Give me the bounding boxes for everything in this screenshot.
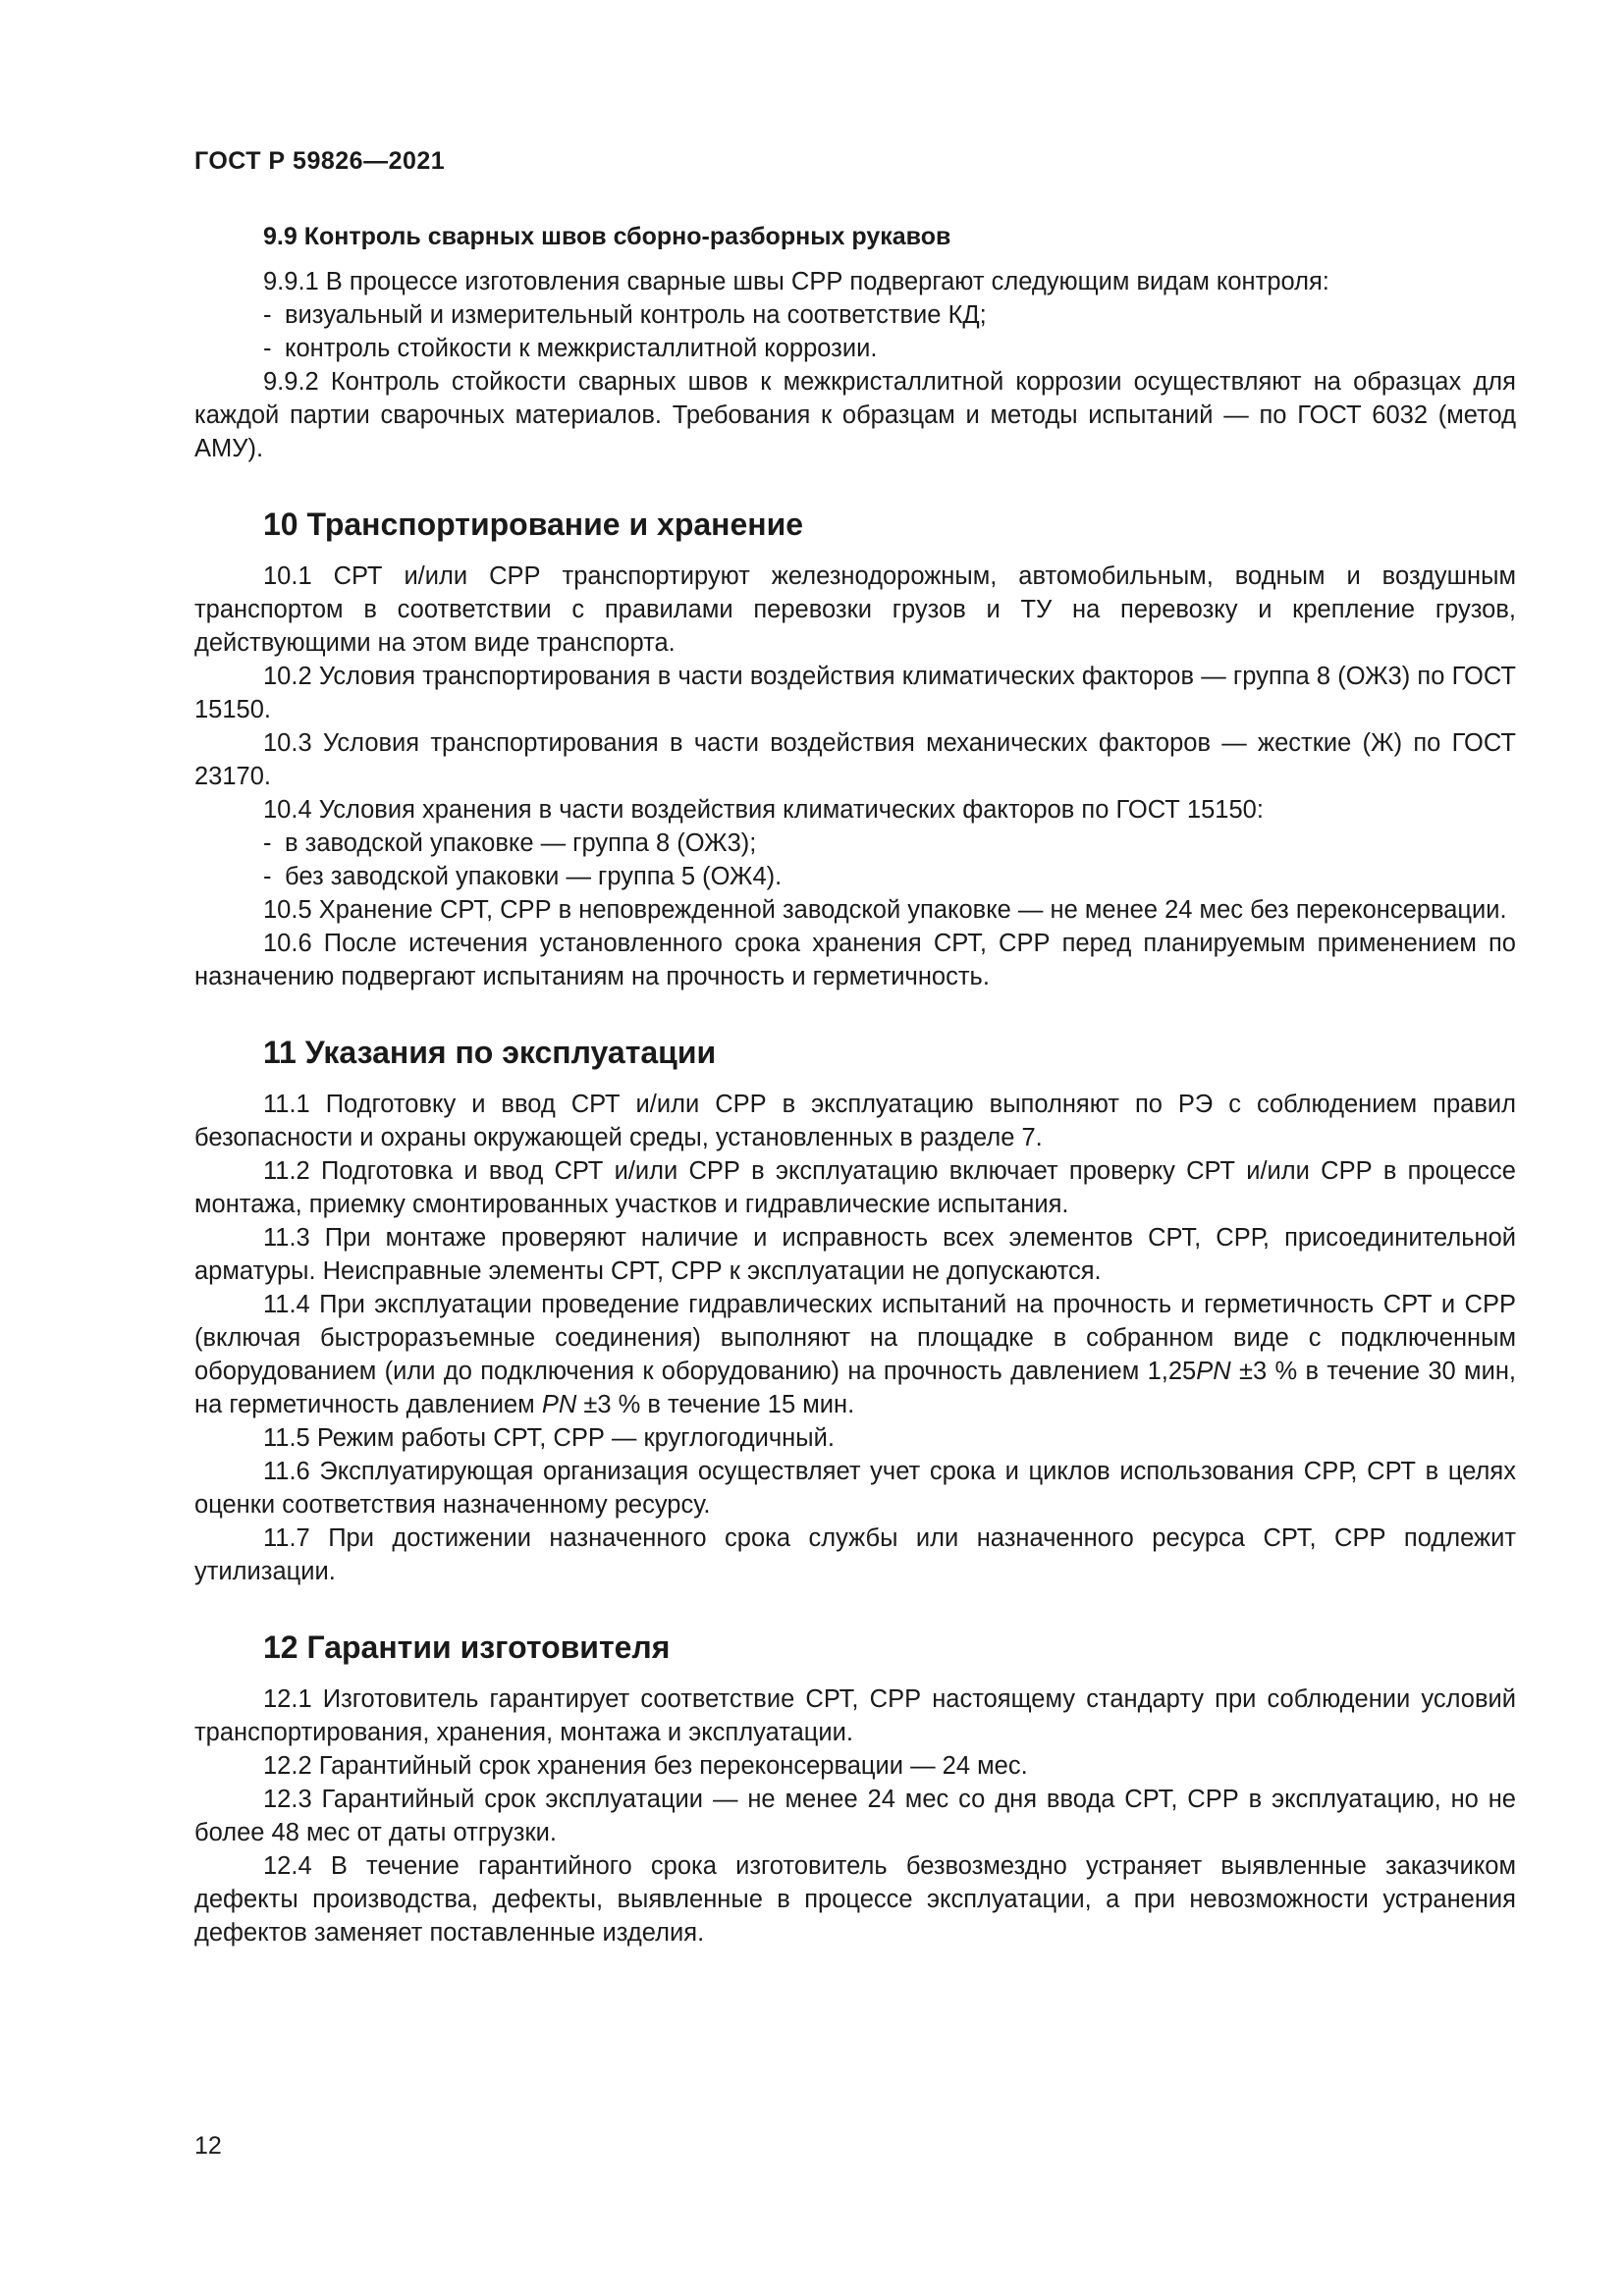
paragraph-11-5: 11.5 Режим работы СРТ, СРР — круглогодичный. xyxy=(263,1424,835,1452)
list-dash: - xyxy=(263,335,272,362)
pn-symbol: PN xyxy=(541,1391,577,1418)
list-item-text: визуальный и измерительный контроль на соответствие КД; xyxy=(285,301,987,329)
paragraph-11-3: 11.3 При монтаже проверяют наличие и исправность всех элементов СРТ, СРР, присоединительной арматуры. Неисправные элементы СРТ, СРР к эксплуатации не допускаются. xyxy=(194,1224,1516,1285)
section-title-12: 12 Гарантии изготовителя xyxy=(263,1629,671,1665)
paragraph-11-4-part-b: ±3 % в течение 30 мин, на герметичность давлением xyxy=(194,1358,1516,1418)
list-item xyxy=(194,827,1516,860)
paragraph-12-2: 12.2 Гарантийный срок хранения без переконсервации — 24 мес. xyxy=(263,1752,1028,1780)
list-item xyxy=(194,332,1516,365)
paragraph-11-4-part-a: 11.4 При эксплуатации проведение гидравлических испытаний на прочность и герметичность СРТ и СРР (включая быстроразъемные соединения) выполняют на площадке в собранном виде с подключенным оборудованием (или до подключения к оборудованию) на прочность давлением 1,25 xyxy=(194,1291,1516,1385)
list-item xyxy=(194,298,1516,332)
section-title-11: 11 Указания по эксплуатации xyxy=(263,1035,717,1070)
paragraph-12-4: 12.4 В течение гарантийного срока изготовитель безвозмездно устраняет выявленные заказчиком дефекты производства, дефекты, выявленные в процессе эксплуатации, а при невозможности устранения дефектов заменяет поставленные изделия. xyxy=(194,1852,1516,1947)
list-item-text: контроль стойкости к межкристаллитной коррозии. xyxy=(285,335,878,362)
list-item xyxy=(194,860,1516,893)
list-item-text: без заводской упаковки — группа 5 (ОЖ4). xyxy=(285,863,783,890)
pn-symbol: PN xyxy=(1196,1358,1231,1385)
paragraph-10-4: 10.4 Условия хранения в части воздействия климатических факторов по ГОСТ 15150: xyxy=(263,796,1264,824)
paragraph-11-4 xyxy=(194,1288,1516,1421)
paragraph-12-3: 12.3 Гарантийный срок эксплуатации — не менее 24 мес со дня ввода СРТ, СРР в эксплуатацию, но не более 48 мес от даты отгрузки. xyxy=(194,1786,1516,1846)
paragraph-9-9-1: 9.9.1 В процессе изготовления сварные швы СРР подвергают следующим видам контроля: xyxy=(263,268,1329,295)
paragraph-10-3: 10.3 Условия транспортирования в части воздействия механических факторов — жесткие (Ж) по ГОСТ 23170. xyxy=(194,729,1516,790)
document-header: ГОСТ Р 59826—2021 xyxy=(194,147,446,175)
paragraph-11-6: 11.6 Эксплуатирующая организация осуществляет учет срока и циклов использования СРР, СРТ в целях оценки соответствия назначенному ресурсу. xyxy=(194,1458,1516,1519)
paragraph-9-9-2: 9.9.2 Контроль стойкости сварных швов к межкристаллитной коррозии осуществляют на образцах для каждой партии сварочных материалов. Требования к образцам и методы испытаний — по ГОСТ 6032 (метод АМУ). xyxy=(194,368,1516,462)
list-dash: - xyxy=(263,301,272,329)
paragraph-11-4-part-c: ±3 % в течение 15 мин. xyxy=(576,1391,855,1418)
list-item-text: в заводской упаковке — группа 8 (ОЖ3); xyxy=(285,829,757,857)
paragraph-10-1: 10.1 СРТ и/или СРР транспортируют железнодорожным, автомобильным, водным и воздушным транспортом в соответствии с правилами перевозки грузов и ТУ на перевозку и крепление грузов, действующими на этом виде транспорта. xyxy=(194,562,1516,657)
paragraph-10-6: 10.6 После истечения установленного срока хранения СРТ, СРР перед планируемым применением по назначению подвергают испытаниям на прочность и герметичность. xyxy=(194,930,1516,990)
paragraph-11-7: 11.7 При достижении назначенного срока службы или назначенного ресурса СРТ, СРР подлежит утилизации. xyxy=(194,1524,1516,1585)
subsection-title-9-9: 9.9 Контроль сварных швов сборно-разборных рукавов xyxy=(263,223,951,250)
paragraph-11-2: 11.2 Подготовка и ввод СРТ и/или СРР в эксплуатацию включает проверку СРТ и/или СРР в процессе монтажа, приемку смонтированных участков и гидравлические испытания. xyxy=(194,1157,1516,1218)
list-dash: - xyxy=(263,829,272,857)
document-body xyxy=(194,220,1516,1949)
paragraph-10-5: 10.5 Хранение СРТ, СРР в неповрежденной заводской упаковке — не менее 24 мес без переконсервации. xyxy=(263,896,1507,924)
paragraph-10-2: 10.2 Условия транспортирования в части воздействия климатических факторов — группа 8 (ОЖ3) по ГОСТ 15150. xyxy=(194,663,1516,723)
paragraph-11-1: 11.1 Подготовку и ввод СРТ и/или СРР в эксплуатацию выполняют по РЭ с соблюдением правил безопасности и охраны окружающей среды, установленных в разделе 7. xyxy=(194,1091,1516,1151)
page-number: 12 xyxy=(194,2132,222,2160)
section-title-10: 10 Транспортирование и хранение xyxy=(263,507,804,542)
list-dash: - xyxy=(263,863,272,890)
paragraph-12-1: 12.1 Изготовитель гарантирует соответствие СРТ, СРР настоящему стандарту при соблюдении условий транспортирования, хранения, монтажа и эксплуатации. xyxy=(194,1685,1516,1746)
